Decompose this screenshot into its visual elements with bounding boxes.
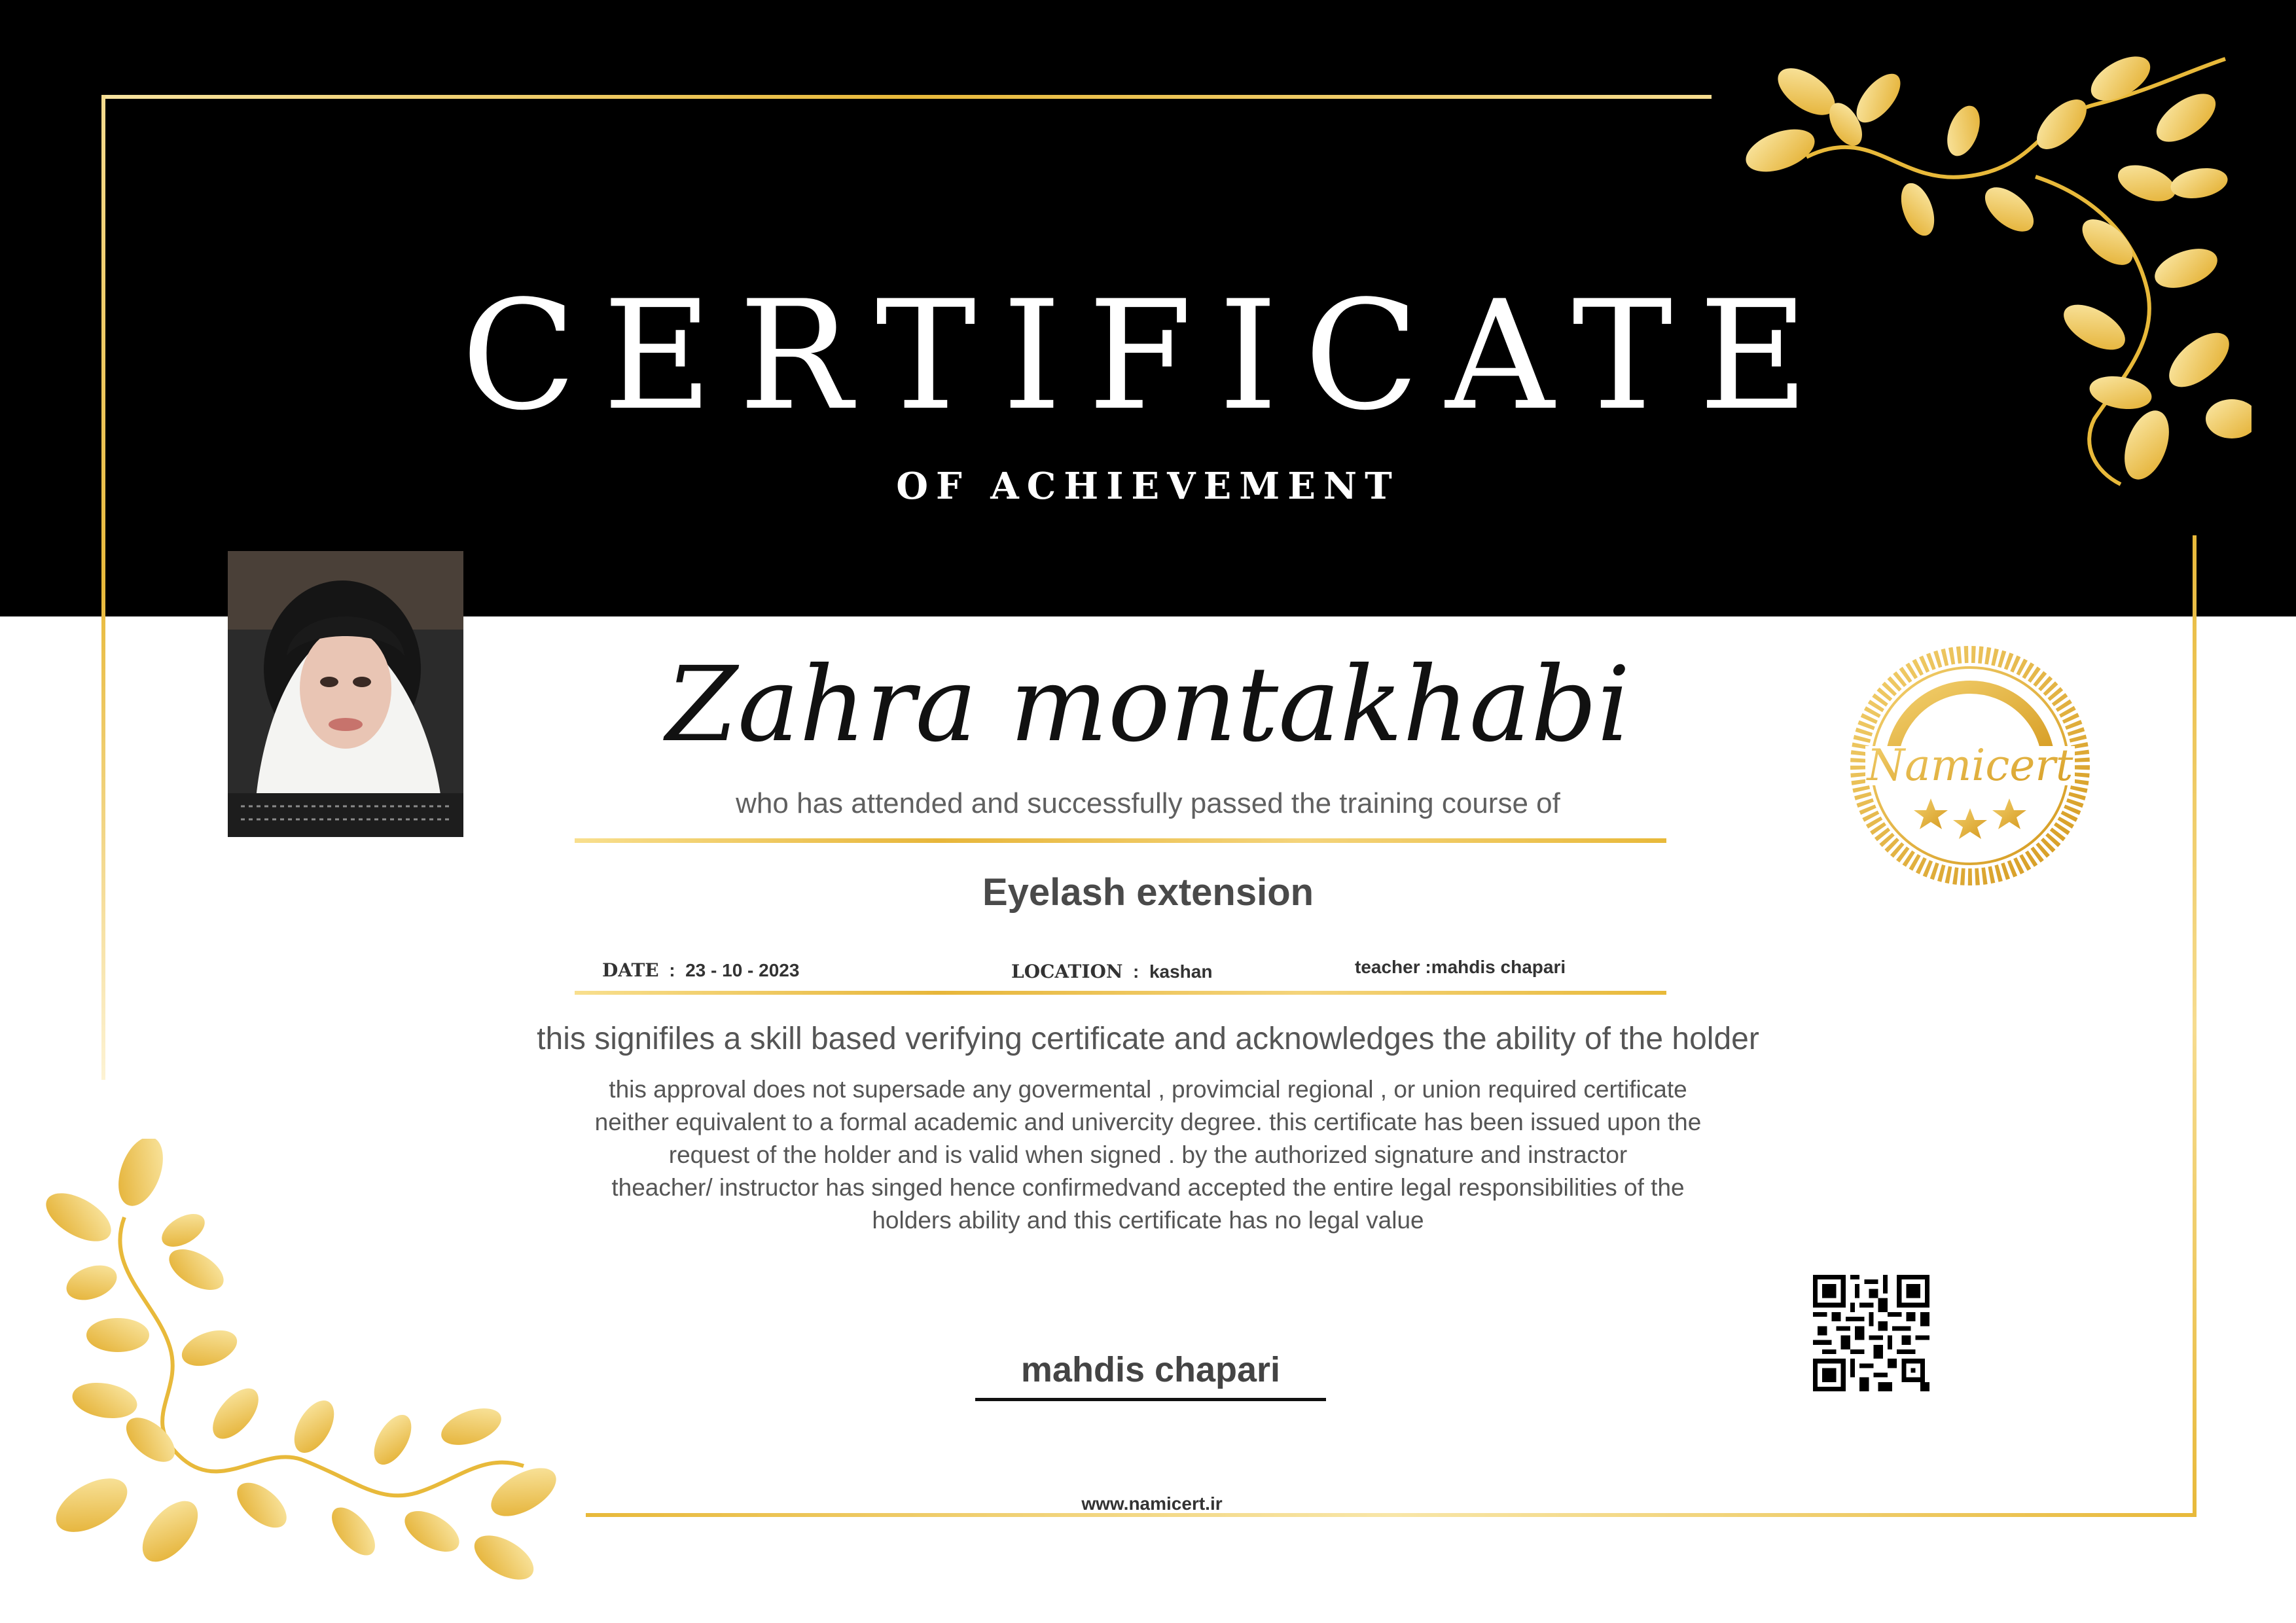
location-value: kashan — [1149, 961, 1213, 982]
seal-brand: Namicert — [1867, 740, 2073, 791]
disclaimer-line: theacher/ instructor has singed hence confirmedvand accepted the entire legal responsibilities of the — [611, 1174, 1685, 1201]
date-label: DATE — [602, 959, 659, 981]
signature-name: mahdis chapari — [1020, 1350, 1281, 1389]
frame-top-line — [101, 95, 1712, 99]
divider-rule — [575, 838, 1666, 843]
certificate-subtitle: OF ACHIEVEMENT — [896, 465, 1400, 508]
disclaimer-line: request of the holder and is valid when signed . by the authorized signature and instractor — [668, 1141, 1628, 1168]
signifies-text: this signifiles a skill based verifying certificate and acknowledges the ability of the holder — [537, 1022, 1759, 1056]
disclaimer-line: this approval does not supersade any govermental , provimcial regional , or union required certificate — [609, 1076, 1687, 1103]
website-link[interactable]: www.namicert.ir — [1081, 1493, 1223, 1514]
teacher-field: teacher :mahdis chapari — [1355, 957, 1566, 977]
frame-bottom-line — [586, 1513, 2197, 1517]
date-field: DATE : 23 - 10 - 2023 — [602, 959, 800, 981]
divider-rule — [575, 991, 1666, 995]
recipient-name: Zahra montakhabi — [666, 645, 1630, 765]
signature-line — [975, 1398, 1326, 1401]
attended-text: who has attended and successfully passed the training course of — [736, 787, 1560, 819]
certificate-title: CERTIFICATE — [461, 269, 1835, 444]
seal-badge-icon — [1846, 641, 2094, 890]
date-value: 23 - 10 - 2023 — [685, 960, 800, 980]
disclaimer-line: holders ability and this certificate has no legal value — [872, 1207, 1424, 1234]
location-field: LOCATION : kashan — [1011, 961, 1213, 982]
location-label: LOCATION — [1011, 961, 1123, 982]
qr-code-icon[interactable] — [1813, 1275, 1929, 1391]
disclaimer-line: neither equivalent to a formal academic and univercity degree. this certificate has been issued upon the — [594, 1109, 1702, 1135]
frame-left-line — [101, 95, 105, 1080]
course-name: Eyelash extension — [982, 871, 1314, 914]
disclaimer-paragraph — [493, 1073, 1803, 1237]
